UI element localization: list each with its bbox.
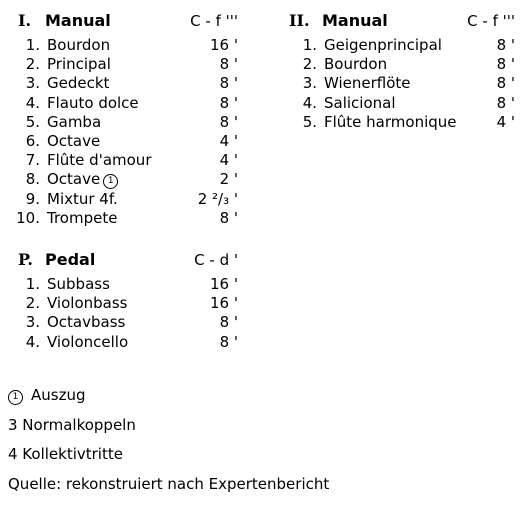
stop-size: 8 ' [496,36,515,54]
stop-name: Flauto dolce [47,93,139,112]
stop-name: Violoncello [47,332,129,351]
stop-row [285,113,515,132]
stop-name: Trompete [47,208,118,227]
stop-row [8,294,238,313]
stop-number: 6. [25,131,40,150]
stop-size: 4 ' [219,131,238,150]
stop-name: Violonbass [47,294,128,313]
stop-number: 5. [302,112,317,131]
stop-size: 16 ' [210,275,238,293]
stop-number: 7. [25,151,40,170]
stop-number: 5. [25,112,40,131]
stop-row [8,170,238,189]
stop-name: Principal [47,55,111,74]
division-pedal [8,248,238,352]
footnote-marker-icon: 1 [8,390,23,405]
stop-row [285,94,515,113]
division-numeral: I. [18,11,32,30]
stop-number: 4. [25,332,40,351]
stop-number: 1. [25,36,40,54]
notes-section [8,384,518,503]
stop-row [8,209,238,228]
division-manual-2 [285,9,515,132]
stop-list [8,36,238,228]
stop-number: 8. [25,170,40,189]
stop-number: 9. [25,189,40,208]
footnote-marker-icon: 1 [103,174,118,189]
stop-size: 16 ' [210,294,238,313]
stop-size: 8 ' [219,112,238,131]
note-auszug [8,384,518,414]
stop-list [8,275,238,352]
stop-row [8,55,238,74]
stop-name: Gamba [47,112,102,131]
compass-range: C - f ''' [467,12,515,30]
division-numeral: P. [18,250,33,269]
stop-name: Bourdon [47,36,111,54]
stop-number: 2. [25,55,40,74]
compass-range: C - f ''' [190,12,238,30]
stop-size: 16 ' [210,36,238,54]
stop-size: 4 ' [496,112,515,131]
note-source: Quelle: rekonstruiert nach Expertenbericht [8,475,330,494]
compass-range: C - d ' [194,251,238,269]
stop-number: 3. [302,74,317,93]
stop-name: Wienerflöte [324,74,411,93]
stop-size: 8 ' [219,74,238,93]
stop-row [8,74,238,93]
stop-size: 8 ' [219,313,238,332]
stop-number: 2. [302,55,317,74]
stop-number: 2. [25,294,40,313]
stop-row [8,190,238,209]
stop-row [285,36,515,55]
stop-row [8,275,238,294]
stop-number: 1. [25,275,40,293]
division-title: Manual [322,11,388,30]
stop-number: 3. [25,313,40,332]
stop-row [8,94,238,113]
division-numeral: II. [289,11,310,30]
stop-row [8,113,238,132]
stop-name: Octave [47,131,101,150]
stop-number: 3. [25,74,40,93]
stop-name: Octavbass [47,313,126,332]
stop-name-text: Octave [47,170,101,189]
stop-name: Bourdon [324,55,388,74]
stop-size: 4 ' [219,151,238,170]
division-title: Manual [45,11,111,30]
stop-row [285,55,515,74]
stop-number: 4. [25,93,40,112]
stop-size: 2 ' [219,170,238,189]
stop-row [8,36,238,55]
stop-size: 8 ' [219,208,238,227]
note-auszug-text: Auszug [31,386,86,404]
division-manual-1 [8,9,238,228]
note-combinations: 4 Kollektivtritte [8,445,123,464]
stop-row [8,333,238,352]
stop-number: 10. [16,208,40,227]
stop-name: Subbass [47,275,110,293]
stop-name: Gedeckt [47,74,110,93]
stop-size: 8 ' [219,55,238,74]
stop-number: 4. [302,93,317,112]
stop-row [8,132,238,151]
stop-name: Geigenprincipal [324,36,442,54]
note-couplers: 3 Normalkoppeln [8,415,136,434]
stop-number: 1. [302,36,317,54]
stop-size: 2 ²/₃ ' [197,189,238,208]
division-header [8,248,238,272]
stop-name: Flûte harmonique [324,112,457,131]
stop-row [8,313,238,332]
stop-row [285,74,515,93]
stop-size: 8 ' [496,74,515,93]
stop-row [8,151,238,170]
stop-name: Mixtur 4f. [47,189,118,208]
division-title: Pedal [45,250,96,269]
stop-name: Salicional [324,93,396,112]
stop-size: 8 ' [219,93,238,112]
stop-list [285,36,515,132]
stop-size: 8 ' [496,55,515,74]
division-header [8,9,238,33]
stop-name: Flûte d'amour [47,151,152,170]
stop-size: 8 ' [219,332,238,351]
stop-size: 8 ' [496,93,515,112]
division-header [285,9,515,33]
stop-name [47,170,118,189]
